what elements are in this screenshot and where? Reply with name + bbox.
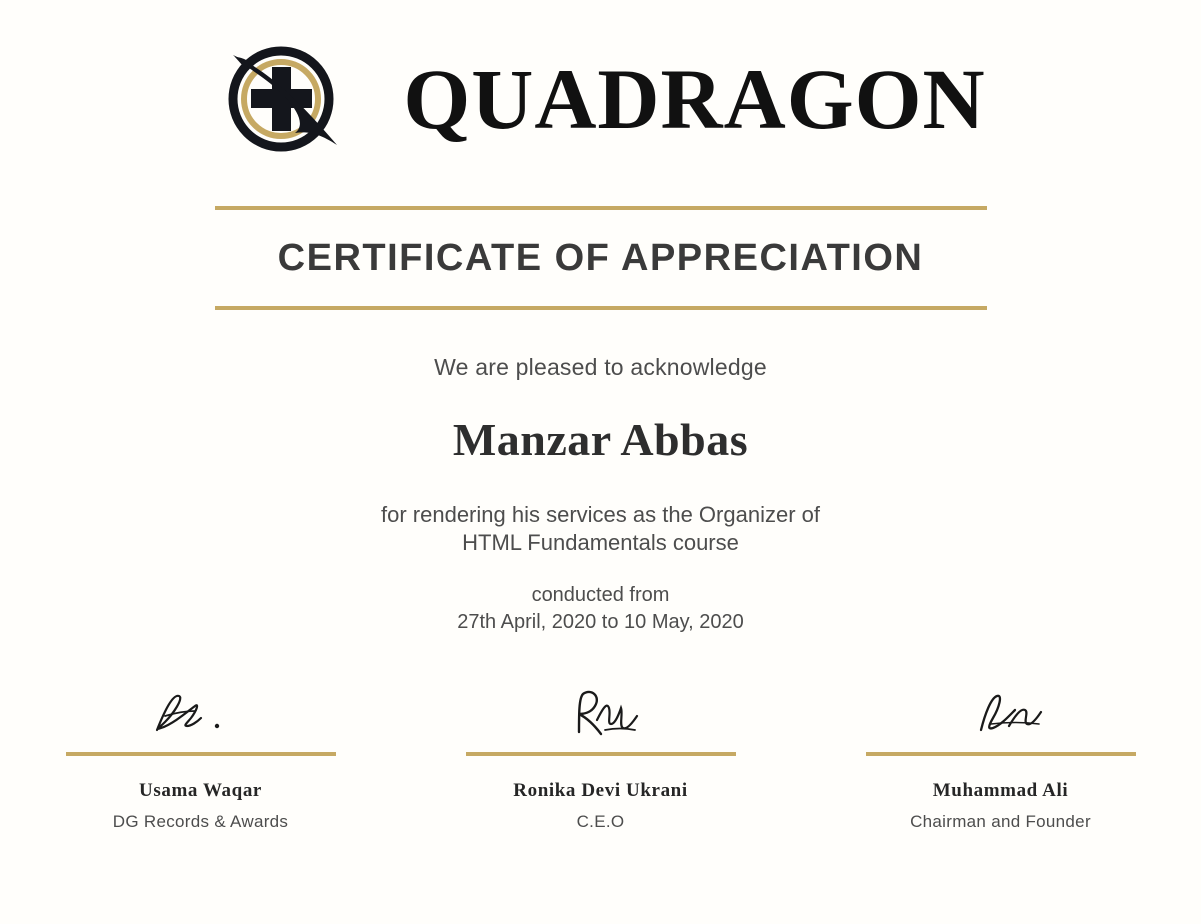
signatory-name: Ronika Devi Ukrani bbox=[513, 780, 688, 801]
reason-line-1: for rendering his services as the Organizer of bbox=[381, 501, 820, 527]
page-title: CERTIFICATE OF APPRECIATION bbox=[277, 237, 924, 279]
conducted-label: conducted from bbox=[531, 583, 670, 606]
handwritten-signature-muhammad-icon bbox=[866, 676, 1136, 744]
acknowledge-text: We are pleased to acknowledge bbox=[434, 353, 767, 380]
signature-rule-2 bbox=[466, 752, 736, 756]
signature-block-2 bbox=[466, 676, 736, 832]
handwritten-signature-usama-icon bbox=[66, 676, 336, 744]
signature-block-1 bbox=[66, 676, 336, 832]
signatory-name: Usama Waqar bbox=[139, 780, 262, 801]
signatory-role: Chairman and Founder bbox=[910, 812, 1091, 831]
signature-row bbox=[0, 676, 1201, 832]
signature-block-3 bbox=[866, 676, 1136, 832]
signatory-role: C.E.O bbox=[576, 812, 625, 831]
signature-rule-1 bbox=[66, 752, 336, 756]
date-range: 27th April, 2020 to 10 May, 2020 bbox=[457, 610, 744, 633]
certificate-body bbox=[0, 354, 1201, 634]
brand-name: QUADRAGON bbox=[403, 51, 986, 147]
signatory-name: Muhammad Ali bbox=[932, 780, 1069, 801]
certificate-title-band bbox=[215, 206, 987, 310]
signature-rule-3 bbox=[866, 752, 1136, 756]
title-rule-bottom bbox=[215, 306, 987, 310]
handwritten-signature-ronika-icon bbox=[466, 676, 736, 744]
certificate-header bbox=[0, 0, 1201, 150]
signatory-role: DG Records & Awards bbox=[112, 812, 289, 831]
recipient-name: Manzar Abbas bbox=[452, 413, 749, 465]
quadragon-dragon-cross-logo-icon bbox=[215, 35, 355, 163]
reason-line-2: HTML Fundamentals course bbox=[462, 529, 739, 555]
